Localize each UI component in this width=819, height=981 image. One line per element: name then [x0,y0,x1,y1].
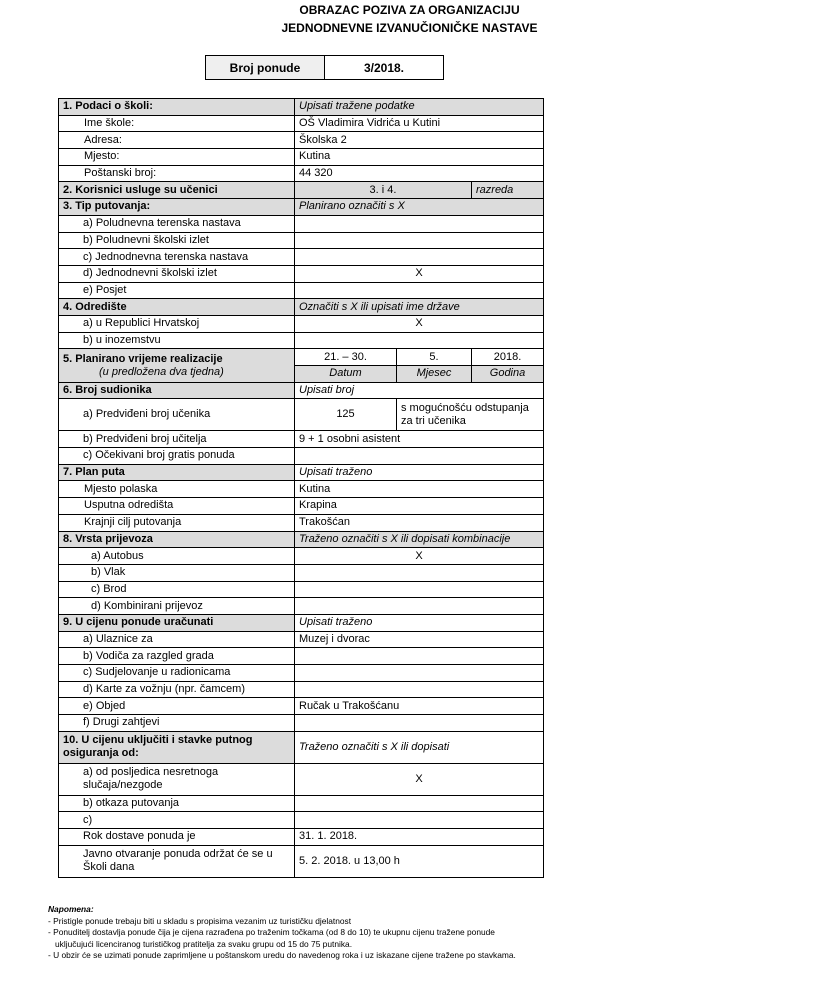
section-transport-header [59,531,544,548]
grade-unit: razreda [472,182,544,199]
section-subtitle: (u predložena dva tjedna) [99,365,224,378]
table-row [59,315,544,332]
row-value [295,332,544,349]
table-row [59,598,544,615]
section-hint: Upisati traženo [295,614,544,631]
row-label: Krajnji cilj putovanja [59,514,295,531]
section-destination-header [59,299,544,316]
row-label: c) Brod [59,581,295,598]
row-label: a) Ulaznice za [59,631,295,648]
note-line: - U obzir će se uzimati ponude zaprimljene u poštanskom uredu do navedenog roka i uz iskazane cijene tražene po stavkama. [48,950,516,960]
row-value [295,715,544,732]
table-row [59,165,544,182]
deadline-row [59,829,544,846]
row-value [295,564,544,581]
row-value [295,581,544,598]
form-title-line1: OBRAZAC POZIVA ZA ORGANIZACIJU [299,3,520,17]
month-label: Mjesec [397,366,472,383]
table-row [59,498,544,515]
table-row [59,514,544,531]
table-row [59,332,544,349]
table-row [59,132,544,149]
row-value: Trakošćan [295,514,544,531]
row-value: X [295,315,544,332]
section-title: 4. Odredište [59,299,295,316]
row-value: X [295,265,544,282]
table-row [59,581,544,598]
section-insurance-header [59,731,544,763]
row-label: a) u Republici Hrvatskoj [59,315,295,332]
row-label: a) od posljedica nesretnoga slučaja/nezgode [59,763,295,795]
row-label: b) otkaza putovanja [59,795,295,812]
offer-number-box [205,55,444,80]
table-row [59,431,544,448]
opening-label: Javno otvaranje ponuda održat će se u Školi dana [59,845,295,877]
row-label: a) Poludnevna terenska nastava [59,215,295,232]
row-value: X [295,548,544,565]
dates-label: Datum [295,366,397,383]
year-value: 2018. [472,349,544,366]
row-label: b) Vlak [59,564,295,581]
row-label: Poštanski broj: [59,165,295,182]
table-row [59,698,544,715]
row-value: Ručak u Trakošćanu [295,698,544,715]
row-label: b) Poludnevni školski izlet [59,232,295,249]
row-label: a) Predviđeni broj učenika [59,399,295,431]
row-label: b) Vodiča za razgled grada [59,648,295,665]
section-participants-header [59,382,544,399]
year-label: Godina [472,366,544,383]
deadline-value: 31. 1. 2018. [295,829,544,846]
row-value [295,215,544,232]
table-row [59,795,544,812]
section-hint: Upisati broj [295,382,544,399]
offer-number-label: Broj ponude [206,56,325,79]
form-table [58,98,544,878]
section-hint: Traženo označiti s X ili dopisati kombinacije [295,531,544,548]
table-row [59,115,544,132]
deadline-label: Rok dostave ponuda je [59,829,295,846]
row-label: d) Jednodnevni školski izlet [59,265,295,282]
row-label: a) Autobus [59,548,295,565]
section-hint: Upisati traženo [295,464,544,481]
section-title: 5. Planirano vrijeme realizacije [63,352,223,365]
table-row [59,448,544,465]
row-value [295,232,544,249]
row-value [295,648,544,665]
section-title: 9. U cijenu ponude uračunati [59,614,295,631]
row-value [295,812,544,829]
section-hint: Označiti s X ili upisati ime države [295,299,544,316]
table-row [59,715,544,732]
form-title-line2: JEDNODNEVNE IZVANUČIONIČKE NASTAVE [281,21,538,35]
table-row [59,631,544,648]
section-time-values [59,349,544,366]
section-hint: Planirano označiti s X [295,199,544,216]
row-label: c) [59,812,295,829]
row-label: c) Očekivani broj gratis ponuda [59,448,295,465]
section-price-header [59,614,544,631]
note-line: - Pristigle ponude trebaju biti u skladu s propisima vezanim uz turističku djelatnost [48,915,352,926]
row-label: Mjesto: [59,149,295,166]
row-value: X [295,763,544,795]
section-title: 6. Broj sudionika [59,382,295,399]
offer-number-value: 3/2018. [363,60,405,75]
row-value: OŠ Vladimira Vidrića u Kutini [295,115,544,132]
row-label: d) Kombinirani prijevoz [59,598,295,615]
grade-value: 3. i 4. [295,182,472,199]
row-label: c) Jednodnevna terenska nastava [59,249,295,266]
note-line: - Ponuditelj dostavlja ponude čija je cijena razrađena po traženim točkama (od 8 do 10) te ukupnu cijenu tražene ponude [48,927,495,937]
table-row [59,763,544,795]
row-label: b) Predviđeni broj učitelja [59,431,295,448]
table-row [59,399,544,431]
section-school-header [59,99,544,116]
section-plan-header [59,464,544,481]
row-label: e) Posjet [59,282,295,299]
row-value [295,795,544,812]
row-value [295,681,544,698]
row-value: Školska 2 [295,132,544,149]
row-label: Mjesto polaska [59,481,295,498]
table-row [59,812,544,829]
students-note: s mogućnošću odstupanja za tri učenika [397,399,544,431]
row-value: 9 + 1 osobni asistent [295,431,544,448]
notes-block [48,904,516,962]
opening-value: 5. 2. 2018. u 13,00 h [295,845,544,877]
row-value [295,448,544,465]
table-row [59,681,544,698]
row-label: e) Objed [59,698,295,715]
row-label: c) Sudjelovanje u radionicama [59,665,295,682]
row-label: f) Drugi zahtjevi [59,715,295,732]
note-line: uključujući licenciranog turističkog pratitelja za svaku grupu od 15 do 75 putnika. [55,938,353,949]
section-hint: Traženo označiti s X ili dopisati [295,731,544,763]
row-value [295,249,544,266]
table-row [59,481,544,498]
row-value: Kutina [295,149,544,166]
row-label: Usputna odredišta [59,498,295,515]
row-value: Kutina [295,481,544,498]
section-users-header [59,182,544,199]
row-value: 44 320 [295,165,544,182]
table-row [59,265,544,282]
table-row [59,232,544,249]
section-trip-type-header [59,199,544,216]
row-label: d) Karte za vožnju (npr. čamcem) [59,681,295,698]
row-value [295,282,544,299]
table-row [59,564,544,581]
notes-heading: Napomena: [48,904,94,914]
table-row [59,149,544,166]
row-value: Muzej i dvorac [295,631,544,648]
row-value [295,598,544,615]
students-count: 125 [295,399,397,431]
section-hint: Upisati tražene podatke [295,99,544,116]
section-title: 3. Tip putovanja: [59,199,295,216]
opening-row [59,845,544,877]
section-title: 8. Vrsta prijevoza [59,531,295,548]
table-row [59,249,544,266]
section-title: 7. Plan puta [59,464,295,481]
table-row [59,548,544,565]
row-label: Ime škole: [59,115,295,132]
dates-value: 21. – 30. [295,349,397,366]
section-title: 2. Korisnici usluge su učenici [59,182,295,199]
table-row [59,282,544,299]
table-row [59,648,544,665]
section-title-cell [59,349,295,382]
section-title: 1. Podaci o školi: [59,99,295,116]
table-row [59,215,544,232]
row-label: Adresa: [59,132,295,149]
section-title: 10. U cijenu uključiti i stavke putnog osiguranja od: [59,731,295,763]
month-value: 5. [397,349,472,366]
row-label: b) u inozemstvu [59,332,295,349]
table-row [59,665,544,682]
row-value: Krapina [295,498,544,515]
row-value [295,665,544,682]
